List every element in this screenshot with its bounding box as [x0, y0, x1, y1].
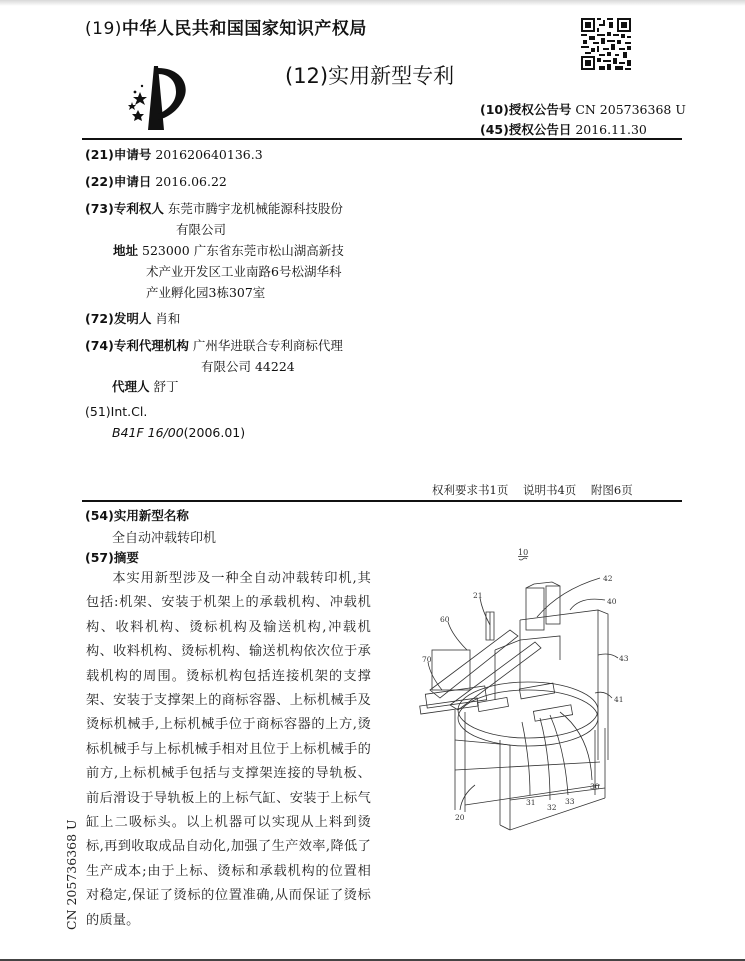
agency-row: [85, 336, 343, 354]
patentee-line2: 有限公司: [176, 222, 227, 237]
ipc-code: B41F 16/00: [112, 425, 184, 440]
header-divider: [82, 138, 682, 140]
abstract-text: 本实用新型涉及一种全自动冲载转印机,其包括:机架、安装于机架上的承载机构、冲载机构、收料机构、烫标机构及输送机构,冲载机构、收料机构、烫标机构、输送机构依次位于承载机构的周围。烫标机构包括连接机架的支撑架、安装于支撑架上的商标容器、上标机械手及烫标机械手,上标机械手位于商标容器的上方,烫标机械手与上标机械手相对且位于上标机械手的前方,上标机械手包括与支撑架连接的导轨板、前后滑设于导轨板上的上标气缸、安装于上标气缸上二吸标头。以上机器可以实现从上料到烫标,再到收取成品自动化,加强了生产效率,降低了生产成本;由于上标、烫标和承载机构的位置相对稳定,保证了烫标的位置准确,从而保证了烫标的质量。: [86, 571, 371, 928]
application-number-row: [85, 145, 263, 163]
label-60: 60: [440, 615, 450, 624]
application-number: 201620640136.3: [155, 147, 263, 162]
drawings-pages: 附图6页: [590, 483, 633, 497]
label-40: 40: [607, 597, 617, 606]
publication-date: 2016.11.30: [575, 122, 647, 137]
claims-pages: 权利要求书1页: [432, 483, 509, 497]
agent-label: 代理人: [112, 379, 150, 394]
inventor-row: [85, 309, 180, 327]
description-pages: 说明书4页: [522, 483, 577, 497]
label-41: 41: [614, 695, 624, 704]
body-divider: [82, 500, 682, 502]
inventor-name: 肖和: [155, 311, 181, 326]
filing-date-label: (22)申请日: [85, 174, 152, 189]
label-31: 31: [526, 798, 536, 807]
representative-drawing: [400, 540, 640, 850]
label-70: 70: [422, 655, 432, 664]
application-number-label: (21)申请号: [85, 147, 152, 162]
agency-line2: 有限公司 44224: [201, 359, 295, 374]
patentee-name: 东莞市腾宇龙机械能源科技股份: [167, 201, 343, 216]
qr-code-icon: [581, 18, 631, 70]
office-code: (19): [85, 19, 122, 39]
abstract-label: (57)摘要: [85, 550, 139, 565]
document-type: (12)实用新型专利: [285, 64, 455, 88]
cnipa-logo-icon: [118, 62, 188, 132]
inventor-label: (72)发明人: [85, 311, 152, 326]
agency-name: 广州华进联合专利商标代理: [192, 338, 343, 353]
address-line2: 术产业开发区工业南路6号松湖华科: [146, 264, 342, 279]
label-30: 30: [590, 782, 600, 791]
label-10: 10: [518, 548, 529, 557]
agent-row: [112, 377, 179, 395]
label-21: 21: [473, 591, 483, 600]
publication-number: CN 205736368 U: [575, 102, 686, 117]
address-line3: 产业孵化园3栋307室: [146, 285, 266, 300]
agency-label: (74)专利代理机构: [85, 338, 189, 353]
publication-number-row: [480, 100, 686, 118]
filing-date: 2016.06.22: [155, 174, 227, 189]
agent-name: 舒丁: [153, 379, 179, 394]
ipc-version: (2006.01): [183, 425, 246, 440]
abstract-section-label: [85, 548, 139, 566]
filing-date-row: [85, 172, 227, 190]
title-label: (54)实用新型名称: [85, 508, 189, 523]
address-line1: 523000 广东省东莞市松山湖高新技: [142, 243, 344, 258]
label-20: 20: [455, 813, 465, 822]
address-row: [113, 241, 344, 259]
page-counts: [432, 482, 633, 498]
page-top-shadow: [0, 0, 745, 6]
publication-date-row: [480, 120, 647, 138]
address-label: 地址: [113, 243, 139, 258]
ipc-row: [112, 425, 245, 440]
publication-number-label: (10)授权公告号: [480, 102, 572, 117]
side-publication-code: CN 205736368 U: [64, 819, 79, 930]
label-43: 43: [619, 654, 629, 663]
ipc-label: (51)Int.Cl.: [85, 404, 148, 419]
office-title: 中华人民共和国国家知识产权局: [121, 19, 367, 39]
label-42: 42: [603, 574, 613, 583]
office-name: [85, 14, 367, 39]
utility-model-title: 全自动冲载转印机: [112, 531, 217, 546]
patentee-row: [85, 199, 343, 217]
title-section-label: [85, 506, 189, 524]
label-32: 32: [547, 803, 557, 812]
label-33: 33: [565, 797, 575, 806]
publication-date-label: (45)授权公告日: [480, 122, 572, 137]
patentee-label: (73)专利权人: [85, 201, 164, 216]
